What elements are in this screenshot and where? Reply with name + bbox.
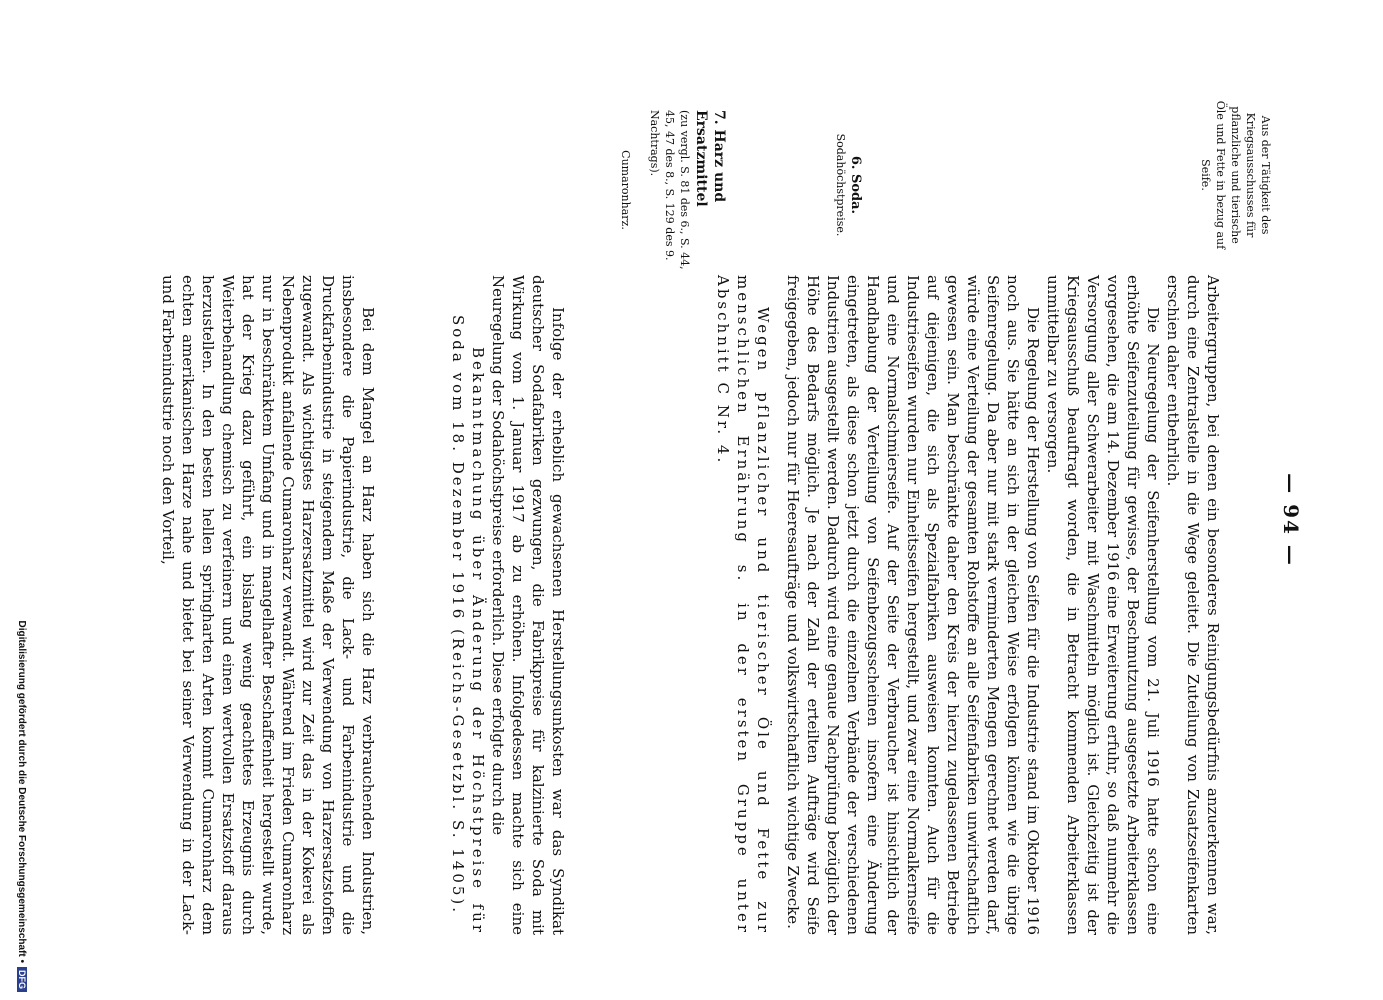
digitization-credit	[16, 12, 27, 992]
soda-text	[448, 275, 568, 935]
paragraph-soda-decree: Bekanntmachung über Änderung der Höchstpreise für Soda vom 18. Dezember 1916 (Reichs-Gesetzbl. S. 1405).	[449, 315, 487, 935]
sidenote-soda	[833, 110, 863, 260]
paragraph-workers: Arbeitergruppen, bei denen ein besonderes Reinigungsbedürfnis anzuerkennen war, durch eine Zentralstelle in die Wege geleitet. Die Zuteilung von Zusatzseifenkarten erschien daher entbehrlich.	[1164, 275, 1222, 935]
resin-subheading: Cumaronharz.	[619, 150, 632, 230]
main-text	[713, 275, 1223, 935]
sidenote-soap-committee: Aus der Tätigkeit des Kriegsausschusses für pflanzliche und tierische Öle und Fette in bezug auf Seife.	[1199, 100, 1272, 250]
paragraph-soda: Infolge der erheblich gewachsenen Herstellungsunkosten war das Syndikat deutscher Sodafabriken gezwungen, die Fabrikpreise für kalzinierte Soda mit Wirkung vom 1. Januar 1917 ab zu erhöhen. Infolgedessen machte sich eine Neuregelung der Sodahöchstpreise erforderlich. Diese erfolgte durch die	[489, 275, 567, 935]
dfg-logo: DFG	[17, 967, 27, 992]
sidenote-resin	[618, 110, 728, 270]
soda-subheading: Sodahöchstpreise.	[834, 133, 847, 237]
resin-text	[158, 275, 378, 935]
paragraph-oils-reference: Wegen pflanzlicher und tierischer Öle und Fette zur menschlichen Ernährung s. in der ersten Gruppe unter Abschnitt C Nr. 4.	[714, 275, 772, 935]
resin-heading: 7. Harz und Ersatzmittel	[693, 110, 727, 207]
soda-heading: 6. Soda.	[848, 155, 863, 215]
paragraph-new-regulation: Die Neuregelung der Seifenherstellung vom 21. Juli 1916 hatte schon eine erhöhte Seifenzuteilung für gewisse, der Beschmutzung ausgesetzte Arbeiterklassen vorgesehen, die am 14. Dezember 1916 eine Erweiterung erfuhr, so daß nunmehr die Versorgung aller Schwerarbeiter mit Waschmitteln möglich ist. Gleichzeitig ist der Kriegsausschuß beauftragt worden, die in Betracht kommenden Arbeiterklassen unmittelbar zu versorgen.	[1044, 275, 1162, 935]
credit-text: Digitalisierung gefördert durch die Deutsche Forschungsgemeinschaft •	[16, 620, 27, 963]
page-number: — 94 —	[1279, 473, 1303, 567]
paragraph-resin: Bei dem Mangel an Harz haben sich die Harz verbrauchenden Industrien, insbesondere die Papierindustrie, die Lack- und Farbenindustrie und die Druckfarbenindustrie in steigendem Maße der Verwendung von Harzersatzstoffen zugewandt. Als wichtigstes Harzersatzmittel wird zur Zeit das in der Kokerei als Nebenprodukt anfallende Cumaronharz verwandt. Während im Frieden Cumaronharz nur in beschränktem Umfang und in mangelhafter Beschaffenheit hergestellt wurde, hat der Krieg dazu geführt, ein bislang wenig geachtetes Erzeugnis durch Weiterbehandlung chemisch zu verfeinern und einen wertvollen Ersatzstoff daraus herzustellen. In den besten hellen springharten Arten kommt Cumaronharz dem echten amerikanischen Harze nahe und bietet bei seiner Verwendung in der Lack- und Farbenindustrie noch den Vorteil,	[159, 275, 377, 935]
paragraph-industrial-soap: Die Regelung der Herstellung von Seifen für die Industrie stand im Oktober 1916 noch aus. Sie hätte an sich in der gleichen Weise erfolgen können wie die übrige Seifenregelung. Da aber nur mit stark verminderten Mengen gerechnet werden darf, würde eine Verteilung der gesamten Rohstoffe an alle Seifenfabriken unwirtschaftlich gewesen sein. Man beschränkte daher den Kreis der hierzu zugelassenen Betriebe auf diejenigen, die sich als Spezialfabriken ausweisen konnten. Auch für die Industrieseifen wurden nur Einheitsseifen hergestellt, und zwar eine Normalkernseife und eine Normalschmierseife. Auf der Seite der Verbraucher ist hinsichtlich der Handhabung der Verteilung von Seifenbezugsscheinen insofern eine Änderung eingetreten, als diese schon jetzt durch die einzelnen Verbände der verschiedenen Industrien ausgestellt werden. Dadurch wird eine genaue Nachprüfung bezüglich der Höhe des Bedarfs möglich. Je nach der Zahl der erteilten Aufträge wird Seife freigegeben, jedoch nur für Heeresaufträge und volkswirtschaftlich wichtige Zwecke.	[784, 275, 1042, 935]
resin-reference: (zu vergl. S. 81 des 6., S. 44, 45, 47 des 8., S. 129 des 9. Nachtrags).	[648, 110, 691, 270]
